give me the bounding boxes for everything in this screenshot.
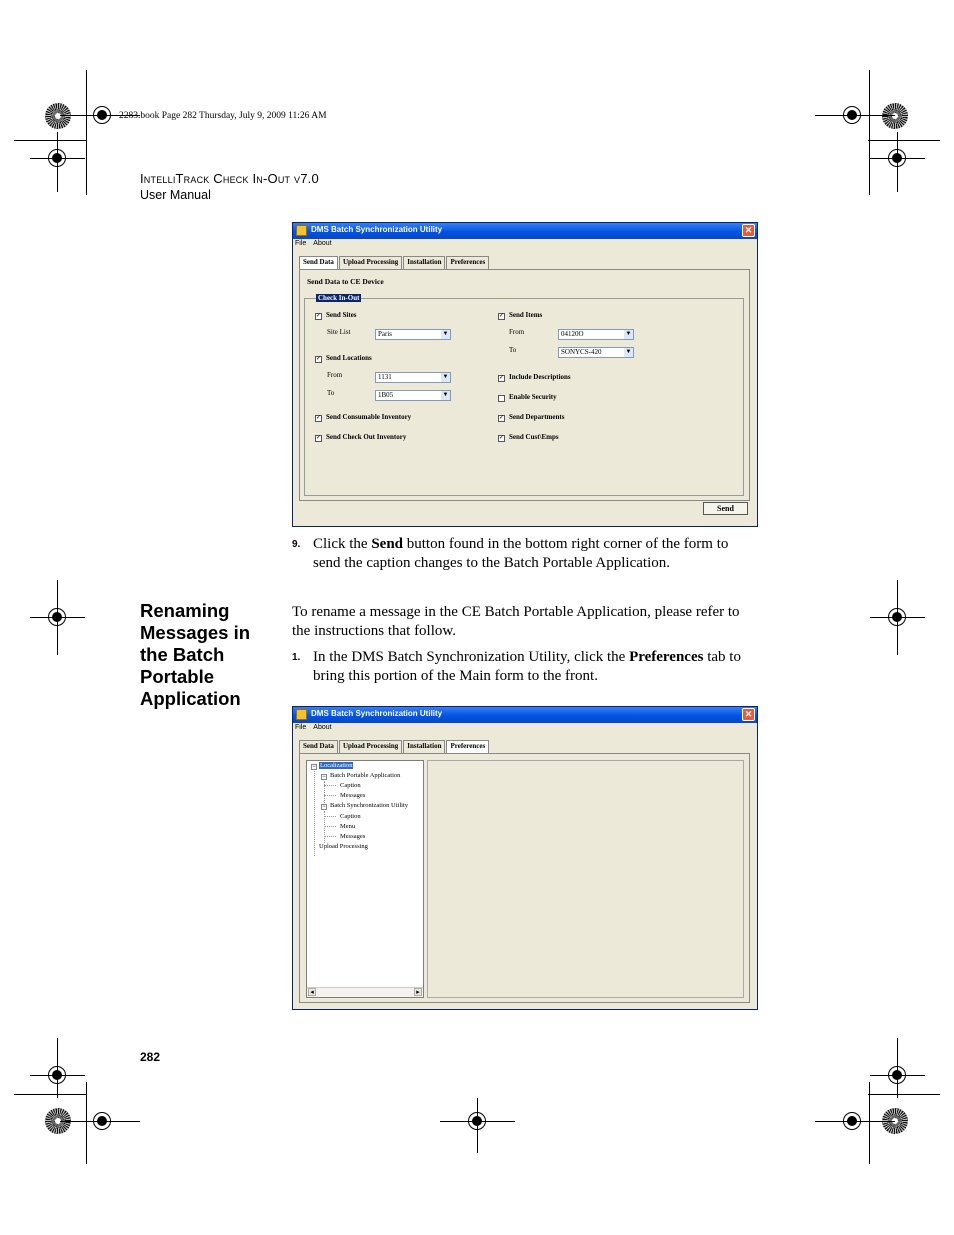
locations-from-label: From: [327, 371, 343, 379]
send-consumable-checkbox[interactable]: ✓: [316, 415, 322, 421]
screenshot-send-data-window: [292, 222, 758, 527]
chevron-down-icon[interactable]: ▼: [442, 331, 449, 337]
tab-upload-processing[interactable]: Upload Processing: [339, 256, 402, 270]
registration-dial-icon: [45, 103, 71, 129]
running-header-subtitle: User Manual: [140, 188, 211, 202]
site-list-label: Site List: [327, 328, 351, 336]
chevron-down-icon[interactable]: ▼: [442, 392, 449, 398]
tree-item-messages[interactable]: Messages: [340, 833, 366, 840]
registration-mark-icon: [888, 1066, 906, 1084]
menu-file[interactable]: File: [295, 240, 307, 247]
registration-mark-icon: [48, 149, 66, 167]
group-title: Check In-Out: [318, 294, 360, 302]
tab-preferences[interactable]: Preferences: [446, 256, 489, 270]
tab-upload-processing[interactable]: Upload Processing: [339, 740, 402, 754]
chevron-down-icon[interactable]: ▼: [442, 374, 449, 380]
tree-item-caption[interactable]: Caption: [340, 782, 361, 789]
send-sites-checkbox[interactable]: ✓: [316, 313, 322, 319]
registration-mark-icon: [93, 106, 111, 124]
send-checkout-label: Send Check Out Inventory: [326, 433, 407, 441]
tree-item-localization[interactable]: Localization: [320, 762, 353, 769]
section-title: Send Data to CE Device: [307, 277, 384, 286]
title-bar: [293, 223, 757, 239]
registration-mark-icon: [48, 608, 66, 626]
screenshot-preferences-window: [292, 706, 758, 1010]
send-custemps-label: Send Cust\Emps: [509, 433, 559, 441]
send-button[interactable]: Send: [703, 502, 748, 515]
items-from-value: 04120O: [561, 330, 584, 338]
collapse-icon[interactable]: −: [322, 774, 326, 780]
section-heading: Renaming Messages in the Batch Portable Application: [140, 600, 251, 709]
registration-mark-icon: [48, 1066, 66, 1084]
items-from-select[interactable]: [558, 329, 634, 340]
menu-about[interactable]: About: [313, 724, 332, 731]
include-descriptions-checkbox[interactable]: ✓: [499, 375, 505, 381]
locations-to-label: To: [327, 389, 335, 397]
app-icon: [296, 709, 307, 720]
tab-send-data[interactable]: Send Data: [299, 740, 338, 754]
registration-mark-icon: [93, 1112, 111, 1130]
send-custemps-checkbox[interactable]: ✓: [499, 435, 505, 441]
menu-bar: [295, 240, 339, 247]
send-departments-label: Send Departments: [509, 413, 565, 421]
step-text: Click the Send button found in the bottom right corner of the form to send the caption changes to the Batch Portable Application.: [313, 536, 729, 571]
locations-from-value: 1131: [378, 373, 392, 381]
send-locations-checkbox[interactable]: ✓: [316, 356, 322, 362]
registration-mark-icon: [888, 149, 906, 167]
step-text: In the DMS Batch Synchronization Utility, click the Preferences tab to bring this portion of the Main form to the front.: [313, 649, 741, 684]
tree-item-batch-synchronization-utility[interactable]: Batch Synchronization Utility: [330, 802, 408, 809]
items-to-label: To: [509, 346, 517, 354]
preferences-panel: [299, 753, 750, 1003]
step-number: 9.: [292, 539, 301, 550]
registration-mark-icon: [843, 1112, 861, 1130]
title-bar: [293, 707, 757, 723]
app-icon: [296, 225, 307, 236]
collapse-icon[interactable]: −: [322, 804, 326, 810]
collapse-icon[interactable]: −: [312, 764, 316, 770]
site-list-value: Paris: [378, 330, 392, 338]
close-icon[interactable]: ✕: [742, 708, 755, 721]
localization-tree: [306, 760, 424, 998]
tab-installation[interactable]: Installation: [403, 256, 445, 270]
items-to-select[interactable]: [558, 347, 634, 358]
tab-strip: [299, 256, 490, 269]
registration-mark-icon: [888, 608, 906, 626]
registration-dial-icon: [882, 103, 908, 129]
step-number: 1.: [292, 652, 301, 663]
send-locations-label: Send Locations: [326, 354, 372, 362]
tree-item-upload-processing[interactable]: Upload Processing: [319, 843, 368, 850]
enable-security-checkbox[interactable]: [498, 395, 505, 402]
locations-to-select[interactable]: [375, 390, 451, 401]
send-consumable-label: Send Consumable Inventory: [326, 413, 412, 421]
close-icon[interactable]: ✕: [742, 224, 755, 237]
section-intro: To rename a message in the CE Batch Portable Application, please refer to the instructions that follow.: [292, 604, 740, 639]
send-sites-label: Send Sites: [326, 311, 357, 319]
preferences-content-pane: [427, 760, 744, 998]
menu-about[interactable]: About: [313, 240, 332, 247]
window-title: DMS Batch Synchronization Utility: [311, 225, 443, 234]
tab-strip: [299, 740, 490, 753]
tab-send-data[interactable]: Send Data: [299, 256, 338, 270]
book-info: 2283.book Page 282 Thursday, July 9, 2009 11:26 AM: [119, 111, 327, 121]
chevron-down-icon[interactable]: ▼: [625, 349, 632, 355]
window-title: DMS Batch Synchronization Utility: [311, 709, 443, 718]
running-header-title: IntelliTrack Check In-Out v7.0: [140, 171, 319, 186]
menu-file[interactable]: File: [295, 724, 307, 731]
tree-item-messages[interactable]: Messages: [340, 792, 366, 799]
tab-preferences[interactable]: Preferences: [446, 740, 489, 754]
registration-mark-icon: [843, 106, 861, 124]
tree-item-caption[interactable]: Caption: [340, 813, 361, 820]
locations-from-select[interactable]: [375, 372, 451, 383]
tree-item-batch-portable-application[interactable]: Batch Portable Application: [330, 772, 401, 779]
site-list-select[interactable]: [375, 329, 451, 340]
send-data-panel: [299, 269, 750, 501]
registration-mark-icon: [468, 1112, 486, 1130]
chevron-down-icon[interactable]: ▼: [625, 331, 632, 337]
send-items-label: Send Items: [509, 311, 543, 319]
scroll-left-icon[interactable]: ◂: [308, 988, 316, 996]
enable-security-label: Enable Security: [509, 393, 557, 401]
scroll-right-icon[interactable]: ▸: [414, 988, 422, 996]
items-to-value: SONYCS-420: [561, 348, 602, 356]
locations-to-value: 1B05: [378, 391, 394, 399]
send-items-checkbox[interactable]: ✓: [499, 313, 505, 319]
horizontal-scrollbar[interactable]: [307, 987, 423, 997]
include-descriptions-label: Include Descriptions: [509, 373, 571, 381]
tab-installation[interactable]: Installation: [403, 740, 445, 754]
items-from-label: From: [509, 328, 525, 336]
send-departments-checkbox[interactable]: ✓: [499, 415, 505, 421]
tree-item-menu[interactable]: Menu: [340, 823, 356, 830]
menu-bar: [295, 724, 339, 731]
page-number: 282: [140, 1050, 161, 1064]
send-checkout-checkbox[interactable]: ✓: [316, 435, 322, 441]
